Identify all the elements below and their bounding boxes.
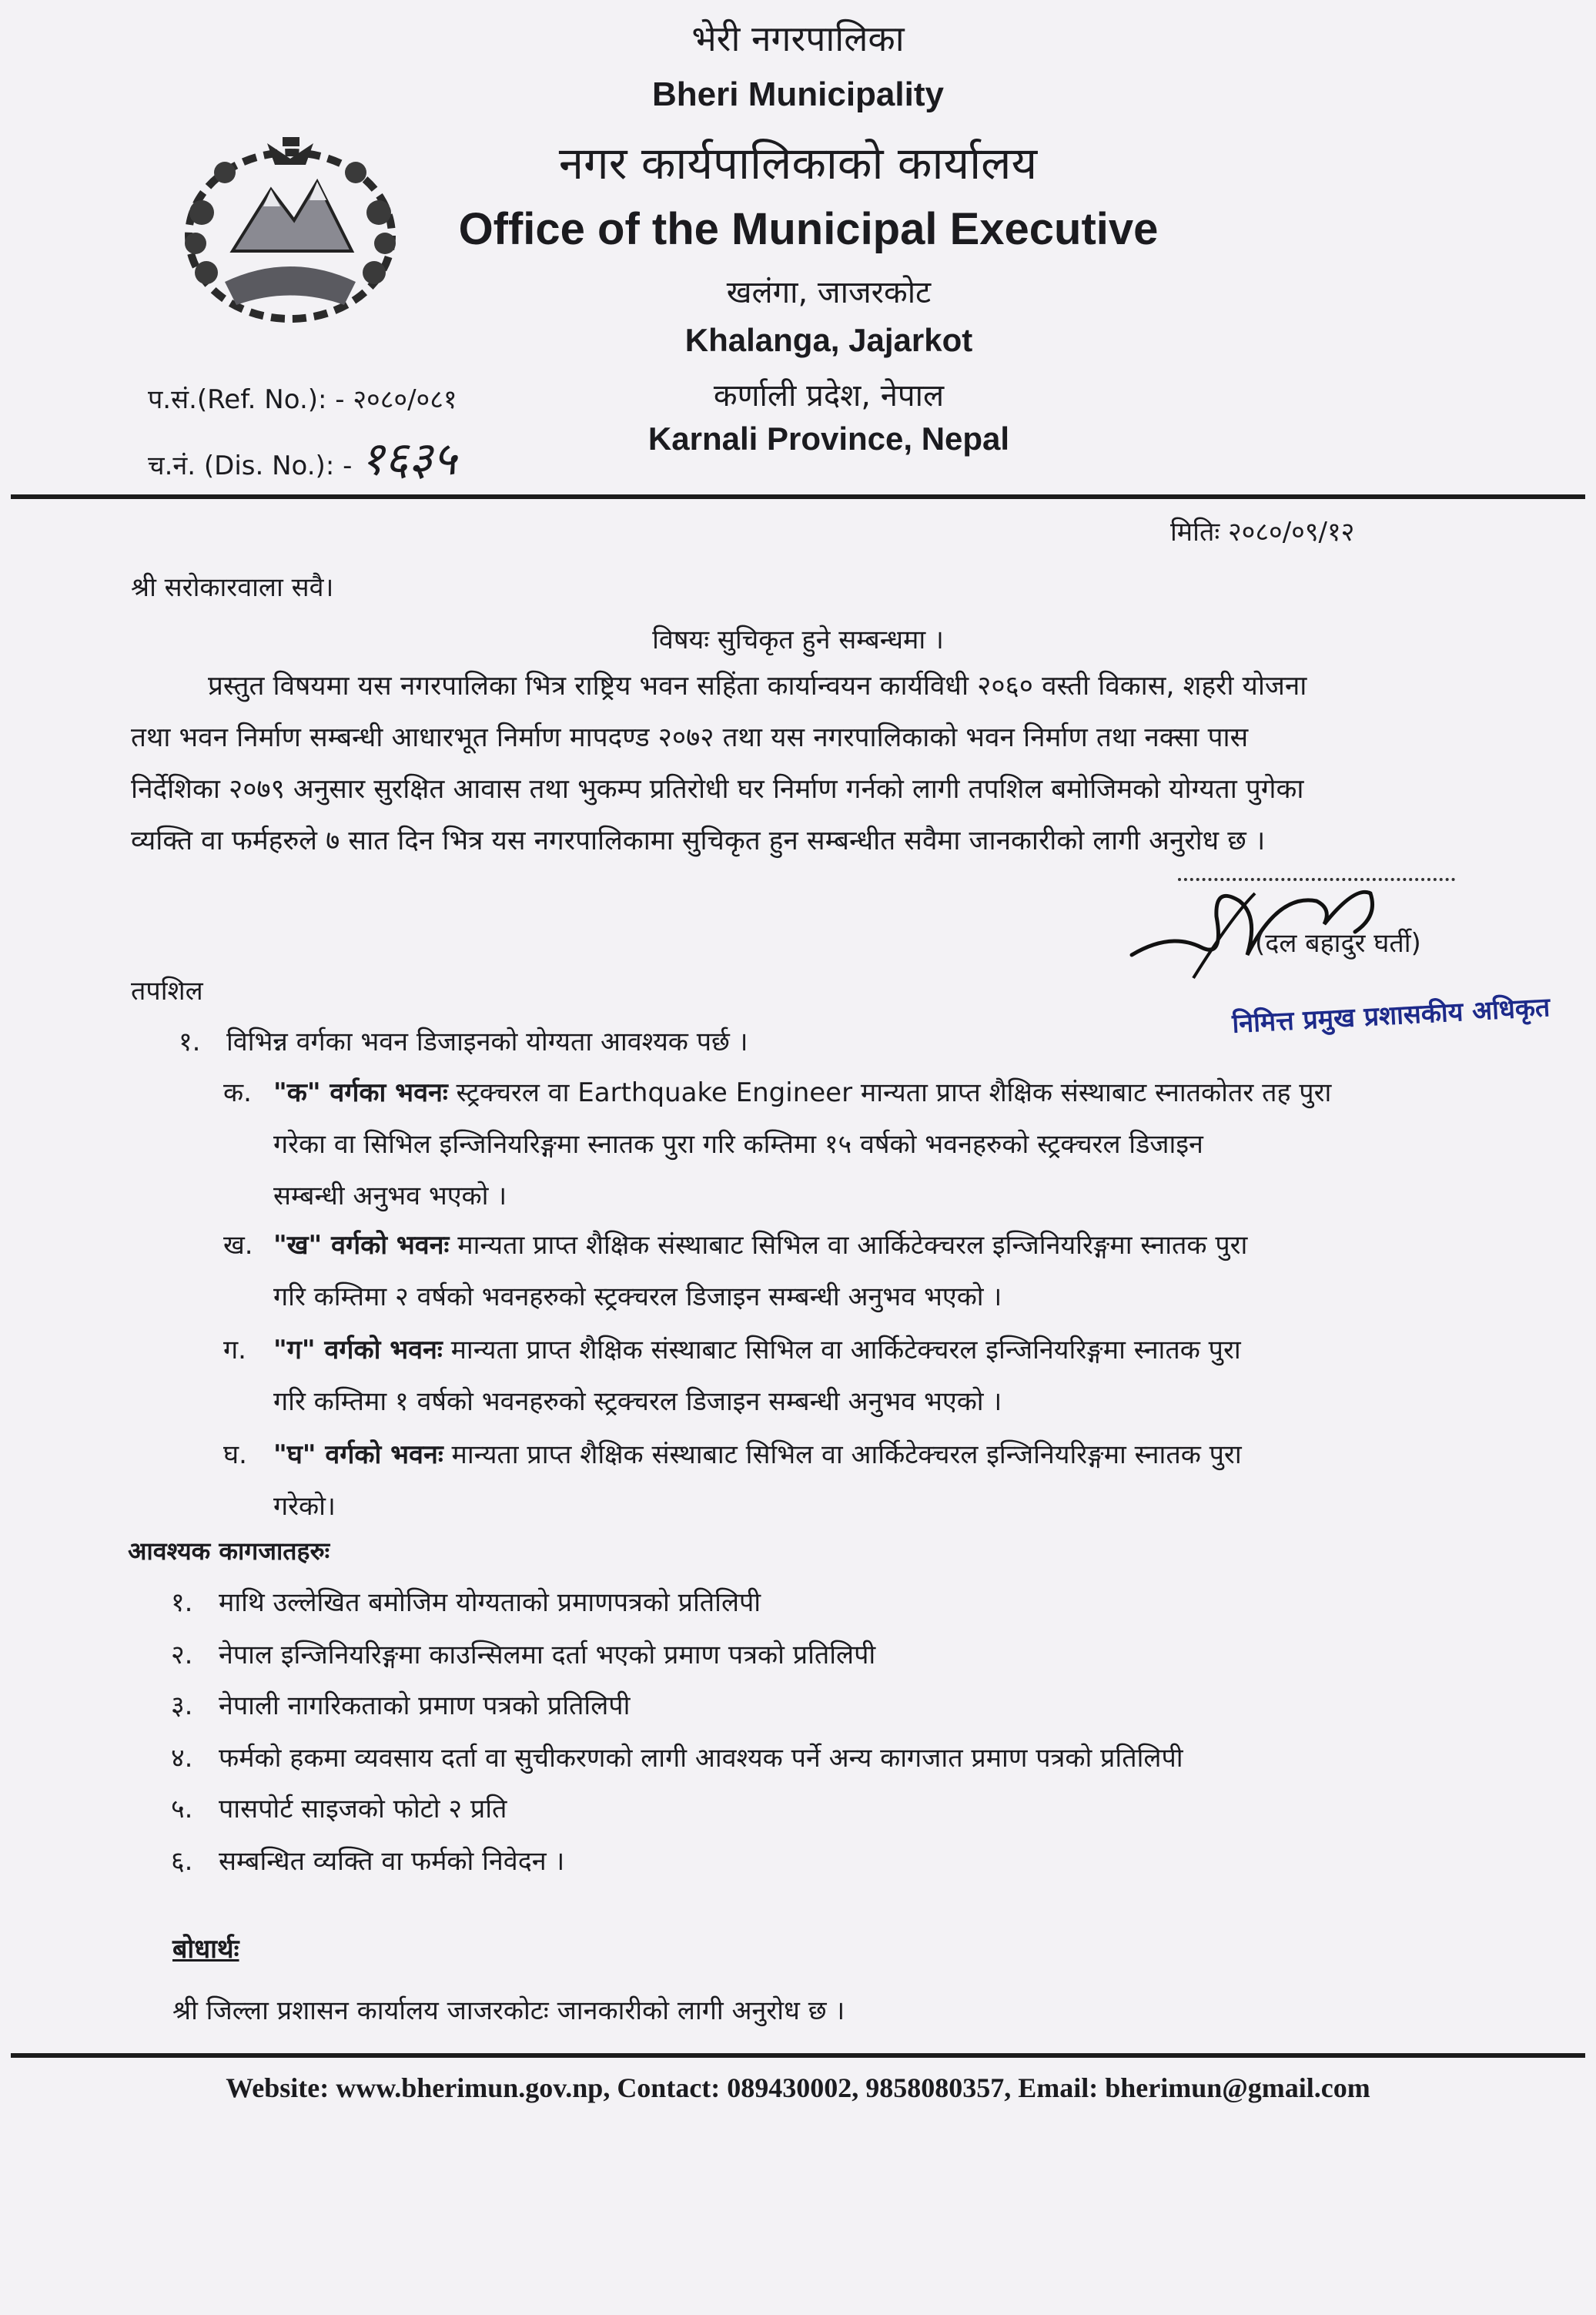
category-label: "क" वर्गका भवनः	[273, 1077, 448, 1108]
category-item	[223, 1067, 1455, 1222]
addressee: श्री सरोकारवाला सवै।	[131, 572, 334, 603]
dispatch-value: १६३५	[360, 432, 457, 486]
category-line: गरेको।	[273, 1491, 336, 1522]
body-line: प्रस्तुत विषयमा यस नगरपालिका भित्र राष्ट्रिय भवन सहिंता कार्यान्वयन कार्यविधी २०६० वस्ती विकास, शहरी योजना	[208, 671, 1307, 702]
dispatch-number	[148, 425, 457, 488]
document-item: ५. पासपोर्ट साइजको फोटो २ प्रति	[171, 1794, 507, 1824]
body-line: तथा भवन निर्माण सम्बन्धी आधारभूत निर्माण मापदण्ड २०७२ तथा यस नगरपालिकाको भवन निर्माण तथा नक्सा पास	[131, 722, 1249, 753]
ref-number	[148, 380, 457, 416]
ref-label: प.सं.(Ref. No.): -	[148, 384, 345, 415]
province-en: Karnali Province, Nepal	[647, 420, 1010, 457]
category-item	[223, 1429, 1455, 1533]
documents-heading: आवश्यक कागजातहरुः	[128, 1536, 330, 1566]
office-name-np: नगर कार्यपालिकाको कार्यालय	[558, 137, 1038, 189]
cc-heading: बोधार्थः	[172, 1934, 239, 1965]
category-line: सम्बन्धी अनुभव भएको ।	[273, 1181, 507, 1211]
document-item: २. नेपाल इन्जिनियरिङ्गमा काउन्सिलमा दर्ता भएको प्रमाण पत्रको प्रतिलिपी	[171, 1640, 876, 1670]
province-np: कर्णाली प्रदेश, नेपाल	[713, 378, 945, 414]
category-label: "ख" वर्गको भवनः	[273, 1230, 450, 1261]
category-line: गरि कम्तिमा २ वर्षको भवनहरुको स्ट्रक्चरल डिजाइन सम्बन्धी अनुभव भएको ।	[273, 1281, 1002, 1312]
place-en: Khalanga, Jajarkot	[684, 322, 973, 358]
category-label: "घ" वर्गको भवनः	[273, 1439, 443, 1470]
body-line: व्यक्ति वा फर्महरुले ७ सात दिन भित्र यस नगरपालिकामा सुचिकृत हुन सम्बन्धीत सवैमा जानकारीको लागी अनुरोध छ ।	[131, 826, 1266, 856]
document-item: १. माथि उल्लेखित बमोजिम योग्यताको प्रमाणपत्रको प्रतिलिपी	[171, 1587, 761, 1618]
category-item	[223, 1325, 1455, 1428]
category-marker: घ.	[223, 1439, 247, 1470]
category-item	[223, 1220, 1455, 1323]
signatory-name: (दल बहादुर घर्ती)	[1255, 928, 1421, 959]
category-line: मान्यता प्राप्त शैक्षिक संस्थाबाट सिभिल वा आर्किटेक्चरल इन्जिनियरिङ्गमा स्नातक पुरा	[450, 1335, 1241, 1365]
cc-text: श्री जिल्ला प्रशासन कार्यालय जाजरकोटः जानकारीको लागी अनुरोध छ ।	[172, 1995, 845, 2026]
section-1-number: १.	[179, 1027, 201, 1057]
category-marker: ग.	[223, 1335, 246, 1365]
body-paragraph	[131, 661, 1455, 867]
schedule-heading: तपशिल	[131, 976, 203, 1007]
header-divider	[11, 494, 1585, 499]
body-line: निर्देशिका २०७९ अनुसार सुरक्षित आवास तथा भुकम्प प्रतिरोधी घर निर्माण गर्नको लागी तपशिल बमोजिमको योग्यता पुगेका	[131, 774, 1304, 805]
category-marker: क.	[223, 1077, 252, 1108]
office-name-en: Office of the Municipal Executive	[458, 204, 1159, 254]
signatory-title-stamp: निमित्त प्रमुख प्रशासकीय अधिकृत	[1231, 992, 1551, 1040]
category-line: स्ट्रक्चरल वा Earthquake Engineer मान्यता प्राप्त शैक्षिक संस्थाबाट स्नातकोतर तह पुरा	[456, 1077, 1332, 1108]
place-np: खलंगा, जाजरकोट	[726, 275, 932, 310]
footer-contact: Website: www.bherimun.gov.np, Contact: 089430002, 9858080357, Email: bherimun@gmail.com	[226, 2072, 1370, 2103]
category-line: गरेका वा सिभिल इन्जिनियरिङ्गमा स्नातक पुरा गरि कम्तिमा १५ वर्षको भवनहरुको स्ट्रक्चरल डिजाइन	[273, 1129, 1203, 1160]
category-line: मान्यता प्राप्त शैक्षिक संस्थाबाट सिभिल वा आर्किटेक्चरल इन्जिनियरिङ्गमा स्नातक पुरा	[451, 1439, 1242, 1470]
category-label: "ग" वर्गको भवनः	[273, 1335, 443, 1365]
document-item: ४. फर्मको हकमा व्यवसाय दर्ता वा सुचीकरणको लागी आवश्यक पर्ने अन्य कागजात प्रमाण पत्रको प्रतिलिपी	[171, 1743, 1183, 1774]
category-marker: ख.	[223, 1230, 253, 1261]
dispatch-label: च.नं. (Dis. No.): -	[148, 451, 353, 481]
document-item: ३. नेपाली नागरिकताको प्रमाण पत्रको प्रतिलिपी	[171, 1690, 631, 1721]
category-line: गरि कम्तिमा १ वर्षको भवनहरुको स्ट्रक्चरल डिजाइन सम्बन्धी अनुभव भएको ।	[273, 1386, 1002, 1417]
section-1-text: विभिन्न वर्गका भवन डिजाइनको योग्यता आवश्यक पर्छ ।	[226, 1027, 748, 1057]
municipality-name-en: Bheri Municipality	[652, 75, 944, 113]
municipality-name-np: भेरी नगरपालिका	[691, 18, 905, 59]
footer-divider	[11, 2053, 1585, 2058]
document-item: ६. सम्बन्धित व्यक्ति वा फर्मको निवेदन ।	[171, 1846, 565, 1877]
section-1	[179, 1023, 748, 1058]
ref-value: २०८०/०८१	[353, 384, 457, 415]
category-line: मान्यता प्राप्त शैक्षिक संस्थाबाट सिभिल वा आर्किटेक्चरल इन्जिनियरिङ्गमा स्नातक पुरा	[457, 1230, 1248, 1261]
subject-line: विषयः सुचिकृत हुने सम्बन्धमा ।	[652, 625, 944, 655]
letter-date: मितिः २०८०/०९/१२	[1170, 517, 1355, 548]
